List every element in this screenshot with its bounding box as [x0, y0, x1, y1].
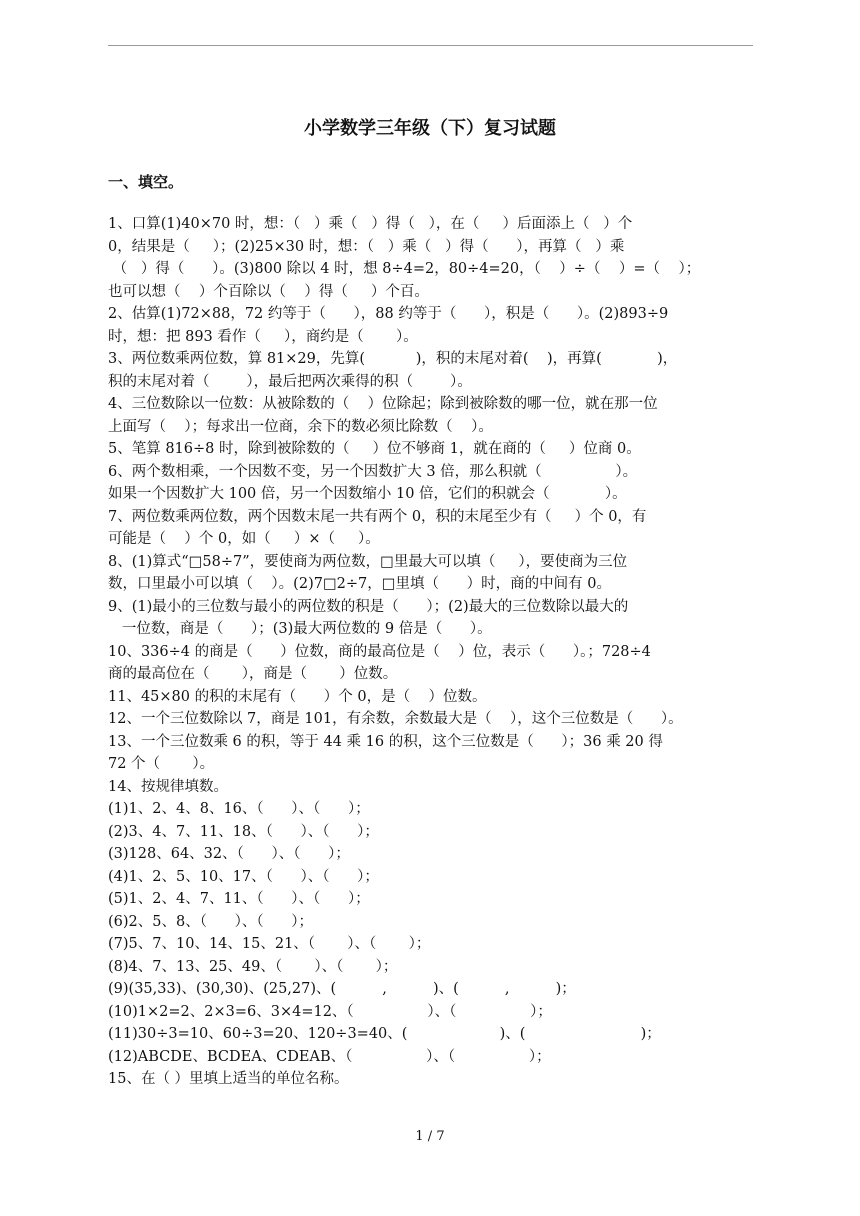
text-line: (1)1、2、4、8、16、（ ）、（ ）；	[108, 801, 370, 817]
text-line: 5、笔算 816÷8 时，除到被除数的（ ）位不够商 1，就在商的（ ）位商 0。	[108, 441, 641, 457]
text-line: (11)30÷3=10、60÷3=20、120÷3=40、( )、( )；	[108, 1026, 661, 1042]
text-line: 9、(1)最小的三位数与最小的两位数的积是（ ）；(2)最大的三位数除以最大的	[108, 598, 629, 615]
text-line: 12、一个三位数除以 7，商是 101，有余数，余数最大是（ ），这个三位数是（ ）。	[108, 711, 683, 727]
text-line: 积的末尾对着（ ），最后把两次乘得的积（ ）。	[108, 373, 472, 390]
text-line: (3)128、64、32、（ ）、（ ）；	[108, 846, 350, 862]
text-line: (6)2、5、8、（ ）、（ ）；	[108, 913, 314, 930]
text-line: 可能是（ ）个 0，如（ ）×（ ）。	[108, 531, 380, 547]
text-line: 0，结果是（ ）；(2)25×30 时，想：（ ）乘（ ）得（ ），再算（ ）乘	[108, 238, 625, 255]
text-line: 6、两个数相乘，一个因数不变，另一个因数扩大 3 倍，那么积就（ ）。	[108, 463, 638, 480]
text-line: 数，口里最小可以填（ ）。(2)7□2÷7，□里填（ ）时，商的中间有 0。	[108, 576, 611, 592]
text-line: (12)ABCDE、BCDEA、CDEAB、（ ）、（ ）；	[108, 1048, 551, 1065]
text-line: 11、45×80 的积的末尾有（ ）个 0，是（ ）位数。	[108, 688, 487, 705]
page-title: 小学数学三年级（下）复习试题	[304, 118, 556, 139]
text-line: 上面写（ ）；每求出一位商，余下的数必须比除数（ ）。	[108, 418, 493, 435]
question-body	[108, 213, 758, 1091]
text-line: (8)4、7、13、25、49、（ ）、（ ）；	[108, 958, 398, 975]
text-line: (10)1×2=2、2×3=6、3×4=12、（ ）、（ ）；	[108, 1003, 552, 1020]
text-line: 10、336÷4 的商是（ ）位数，商的最高位是（ ）位，表示（ ）。；728÷4	[108, 643, 651, 660]
text-line: (5)1、2、4、7、11、（ ）、（ ）；	[108, 891, 370, 907]
text-line: 14、按规律填数。	[108, 778, 228, 795]
text-line: 3、两位数乘两位数，算 81×29，先算( )，积的末尾对着( )，再算( )，	[108, 351, 678, 367]
text-line: 4、三位数除以一位数：从被除数的（ ）位除起；除到被除数的哪一位，就在那一位	[108, 396, 658, 412]
text-line: （ ）得（ ）。(3)800 除以 4 时，想 8÷4=2，80÷4=20，（ ）÷（ ）=（ ）；	[108, 261, 701, 277]
text-line: 7、两位数乘两位数，两个因数末尾一共有两个 0，积的末尾至少有（ ）个 0，有	[108, 508, 647, 525]
section-heading: 一、填空。	[108, 173, 184, 191]
text-line: 8、(1)算式“□58÷7”，要使商为两位数，□里最大可以填（ ），要使商为三位	[108, 553, 628, 570]
text-line: 1、口算(1)40×70 时，想：（ ）乘（ ）得（ ），在（ ）后面添上（ ）个	[108, 216, 633, 232]
text-line: 一位数，商是（ ）；(3)最大两位数的 9 倍是（ ）。	[108, 621, 492, 637]
text-line: (2)3、4、7、11、18、（ ）、（ ）；	[108, 823, 379, 840]
text-line: 也可以想（ ）个百除以（ ）得（ ）个百。	[108, 283, 429, 300]
page-number: 1 / 7	[415, 1129, 445, 1144]
text-line: 72 个（ ）。	[108, 756, 215, 772]
text-line: 13、一个三位数乘 6 的积，等于 44 乘 16 的积，这个三位数是（ ）；36 乘 20 得	[108, 733, 663, 750]
text-line: 商的最高位在（ ），商是（ ）位数。	[108, 666, 398, 682]
text-line: 2、估算(1)72×88，72 约等于（ ），88 约等于（ ），积是（ ）。(2)893÷9	[108, 306, 669, 322]
header-rule	[108, 45, 753, 46]
text-line: (4)1、2、5、10、17、（ ）、（ ）；	[108, 868, 379, 885]
text-line: (9)(35,33)、(30,30)、(25,27)、( , )、( , )；	[108, 981, 576, 997]
text-line: (7)5、7、10、14、15、21、（ ）、（ ）；	[108, 936, 431, 952]
text-line: 15、在（ ）里填上适当的单位名称。	[108, 1071, 349, 1087]
text-line: 如果一个因数扩大 100 倍，另一个因数缩小 10 倍，它们的积就会（ ）。	[108, 486, 627, 502]
text-line: 时，想：把 893 看作（ ），商约是（ ）。	[108, 328, 418, 345]
